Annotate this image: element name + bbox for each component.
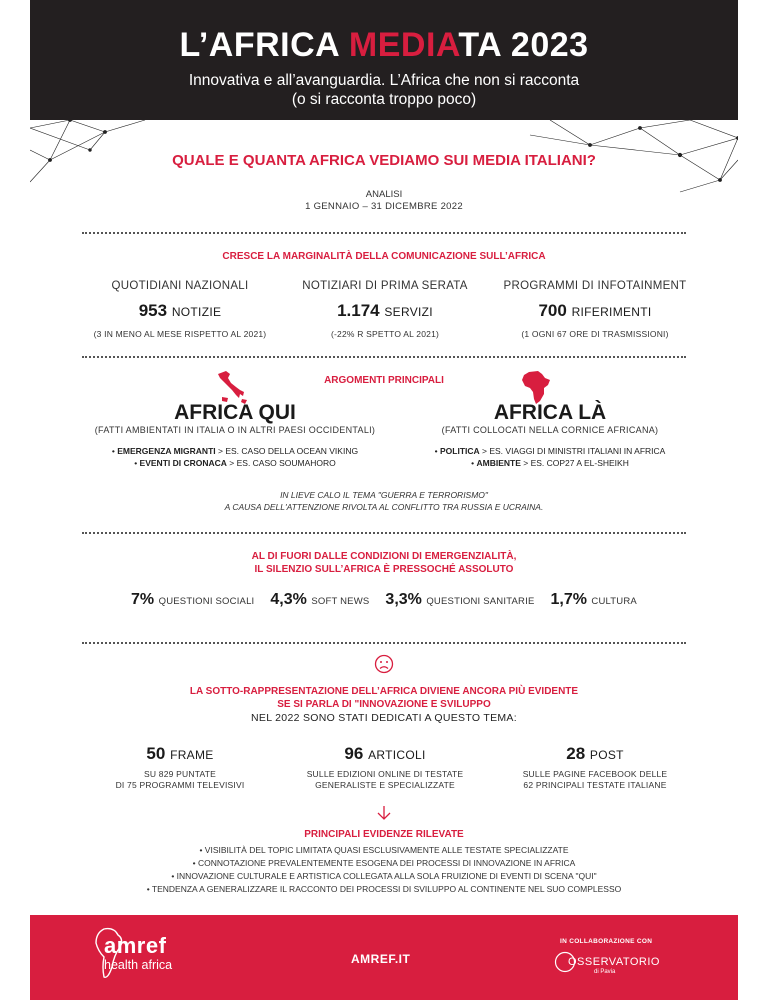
arrow-down-icon [377,805,391,821]
stat-value: 96 ARTICOLI [344,744,426,763]
collab-label: IN COLLABORAZIONE CON [560,938,653,945]
stat-value: 50 FRAME [146,744,214,763]
page-title: L’AFRICA MEDIATA 2023 [179,26,589,64]
section-divider [82,232,686,234]
stat-note: (1 OGNI 67 ORE DI TRASMISSIONI) [521,329,669,339]
infographic-page [30,0,738,1000]
percentages-row [30,591,738,609]
stat-value: 1.174 SERVIZI [337,301,433,320]
stat-note-2: DI 75 PROGRAMMI TELEVISIVI [115,780,245,790]
stat-notiziari [285,280,485,339]
stat-quotidiani [75,280,285,339]
section4-heading-3: NEL 2022 SONO STATI DEDICATI A QUESTO TEMA: [251,712,517,724]
section-divider [82,532,686,534]
title-highlight: MEDIA [348,26,459,64]
list-item: • EMERGENZA MIGRANTI > ES. CASO DELLA OCEAN VIKING [111,446,359,456]
analysis-label: ANALISI [365,189,403,200]
analysis-period: 1 GENNAIO – 31 DICEMBRE 2022 [305,201,463,212]
amref-logo-text: amref [104,933,167,958]
section3-heading-2: IL SILENZIO SULL’AFRICA È PRESSOCHÉ ASSOLUTO [254,564,514,575]
section-divider [82,356,686,358]
subtitle-line-2: (o si racconta troppo poco) [291,91,477,108]
list-item: • CONNOTAZIONE PREVALENTEMENTE ESOGENA DEI PROCESSI DI INNOVAZIONE IN AFRICA [192,858,576,868]
note-line-1: IN LIEVE CALO IL TEMA "GUERRA E TERRORISMO" [280,490,488,500]
stat-value: 953 NOTIZIE [138,301,222,320]
section2-heading: ARGOMENTI PRINCIPALI [324,375,444,386]
note-line-2: A CAUSA DELL'ATTENZIONE RIVOLTA AL CONFLITTO TRA RUSSIA E UCRAINA. [224,502,544,512]
list-item: • POLITICA > ES. VIAGGI DI MINISTRI ITALIANI IN AFRICA [434,446,666,456]
website-link[interactable]: AMREF.IT [351,952,411,966]
africa-qui-block [85,401,385,469]
section1-heading: CRESCE LA MARGINALITÀ DELLA COMUNICAZIONE SULL’AFRICA [222,251,546,262]
stat-note-1: SU 829 PUNTATE [144,769,216,779]
list-item: • INNOVAZIONE CULTURALE E ARTISTICA COLLEGATA ALLA SOLA FRUIZIONE DI EVENTI DI SCENA "QUI" [171,871,597,881]
africa-map-icon [522,371,552,405]
section4-heading-2: SE SI PARLA DI "INNOVAZIONE E SVILUPPO [277,699,491,710]
stat-note: (-22% R SPETTO AL 2021) [330,329,440,339]
header-banner [30,0,738,120]
footer [30,915,738,1000]
africa-la-subtitle: (FATTI COLLOCATI NELLA CORNICE AFRICANA) [441,425,659,435]
africa-la-block [400,401,700,469]
stat-note-2: 62 PRINCIPALI TESTATE ITALIANE [523,780,667,790]
stat-value: 700 RIFERIMENTI [538,301,652,320]
section4-heading-1: LA SOTTO-RAPPRESENTAZIONE DELL’AFRICA DIVIENE ANCORA PIÙ EVIDENTE [189,686,579,697]
stat-note-1: SULLE PAGINE FACEBOOK DELLE [522,769,668,779]
pct-item-softnews: 4,3% SOFT NEWS [270,591,370,608]
africa-la-title: AFRICA LÀ [493,401,607,424]
stat-note: (3 IN MENO AL MESE RISPETTO AL 2021) [93,329,267,339]
partner-subtext: di Pavia [594,969,616,975]
stat-articoli [285,744,485,790]
stat-title: PROGRAMMI DI INFOTAINMENT [503,280,687,292]
stat-note-1: SULLE EDIZIONI ONLINE DI TESTATE [306,769,464,779]
section3-heading-1: AL DI FUORI DALLE CONDIZIONI DI EMERGENZIALITÀ, [251,551,517,562]
list-item: • AMBIENTE > ES. COP27 A EL-SHEIKH [471,458,629,468]
list-item: • EVENTI DI CRONACA > ES. CASO SOUMAHORO [134,458,336,468]
pct-item-social: 7% QUESTIONI SOCIALI [131,591,255,608]
pct-item-health: 3,3% QUESTIONI SANITARIE [385,591,535,608]
partner-name: OSSERVATORIO [568,956,660,968]
main-question: QUALE E QUANTA AFRICA VEDIAMO SUI MEDIA ITALIANI? [172,152,596,169]
pct-item-culture: 1,7% CULTURA [550,591,637,608]
section-divider [82,642,686,644]
africa-qui-subtitle: (FATTI AMBIENTATI IN ITALIA O IN ALTRI PAESI OCCIDENTALI) [94,425,376,435]
stat-infotainment [485,280,705,339]
africa-qui-title: AFRICA QUI [174,401,296,424]
stat-post [490,744,700,790]
sad-face-icon [374,654,394,674]
section5-heading: PRINCIPALI EVIDENZE RILEVATE [304,829,464,840]
subtitle-line-1: Innovativa e all’avanguardia. L’Africa che non si racconta [188,72,580,89]
list-item: • TENDENZA A GENERALIZZARE IL RACCONTO DEI PROCESSI DI SVILUPPO AL CONTINENTE NEL SUO COMPLESSO [146,884,622,894]
page-subtitle [30,71,738,109]
stat-value: 28 POST [566,744,624,763]
stat-title: QUOTIDIANI NAZIONALI [111,280,249,292]
amref-logo-subtext: health africa [104,958,173,972]
list-item: • VISIBILITÀ DEL TOPIC LIMITATA QUASI ESCLUSIVAMENTE ALLE TESTATE SPECIALIZZATE [199,845,569,855]
stat-title: NOTIZIARI DI PRIMA SERATA [302,280,468,292]
stat-note-2: GENERALISTE E SPECIALIZZATE [315,780,455,790]
stat-frame [75,744,285,790]
